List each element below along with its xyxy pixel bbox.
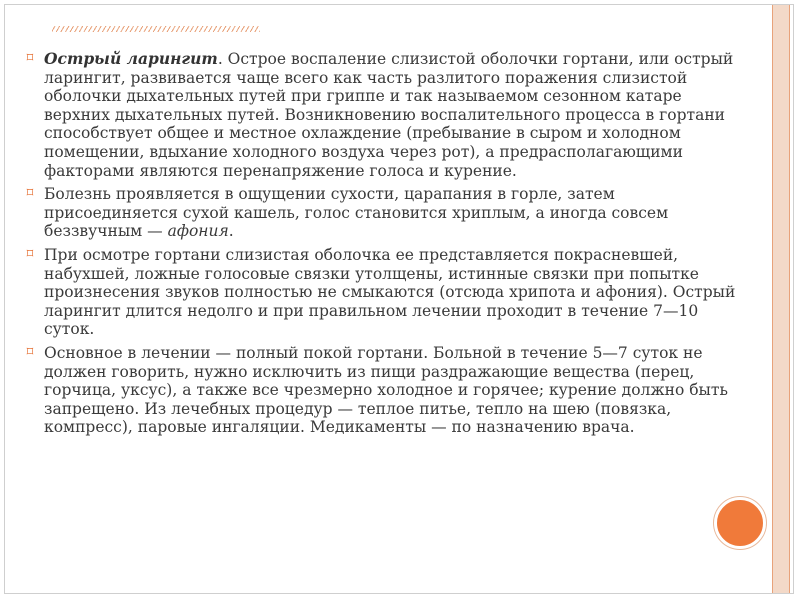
paragraph-text: Основное в лечении — полный покой гортани. Больной в течение 5—7 суток не должен говорить, нужно исключить из пищи раздражающие вещества (перец, горчица, уксус), а также все чрезмерно холодное и горячее; курение должно быть запрещено. Из лечебных процедур — теплое питье, тепло на шею (повязка, компресс), паровые ингаляции. Медикаменты — по назначению врача.: [44, 343, 728, 437]
paragraph-examination: [22, 246, 742, 339]
paragraph-lead-term: Острый ларингит: [44, 49, 218, 68]
bullet-icon: ⌑: [26, 51, 34, 66]
paragraph-text: . Острое воспаление слизистой оболочки гортани, или острый ларингит, развивается чаще всего как часть разлитого поражения слизистой оболочки дыхательных путей при гриппе и так называемом сезонном катаре верхних дыхательных путей. Возникновению воспалительного процесса в гортани способствует общее и местное охлаждение (пребывание в сыром и холодном помещении, вдыхание холодного воздуха через рот), а предрасполагающими факторами являются перенапряжение голоса и курение.: [44, 50, 734, 180]
decorative-side-strip: [772, 5, 790, 593]
bullet-icon: ⌑: [26, 246, 34, 262]
paragraph-text: При осмотре гортани слизистая оболочка ее представляется покрасневшей, набухшей, ложные голосовые связки утолщены, истинные связки при попытке произнесения звуков полностью не смыкаются (отсюда хрипота и афония). Острый ларингит длится недолго и при правильном лечении проходит в течение 7—10 суток.: [44, 245, 736, 339]
decorative-hatched-line: [52, 26, 260, 32]
bullet-icon: ⌑: [26, 344, 34, 360]
paragraph-treatment: [22, 344, 742, 437]
paragraph-symptoms: [22, 185, 742, 241]
paragraph-italic-term: афония: [167, 222, 229, 241]
slide-body: [22, 50, 742, 442]
paragraph-text: Болезнь проявляется в ощущении сухости, царапания в горле, затем присоединяется сухой кашель, голос становится хриплым, а иногда совсем беззвучным —: [44, 185, 669, 241]
paragraph-definition: [22, 50, 742, 180]
bullet-icon: ⌑: [26, 186, 34, 202]
paragraph-tail: .: [228, 222, 234, 241]
decorative-circle: [714, 497, 766, 549]
